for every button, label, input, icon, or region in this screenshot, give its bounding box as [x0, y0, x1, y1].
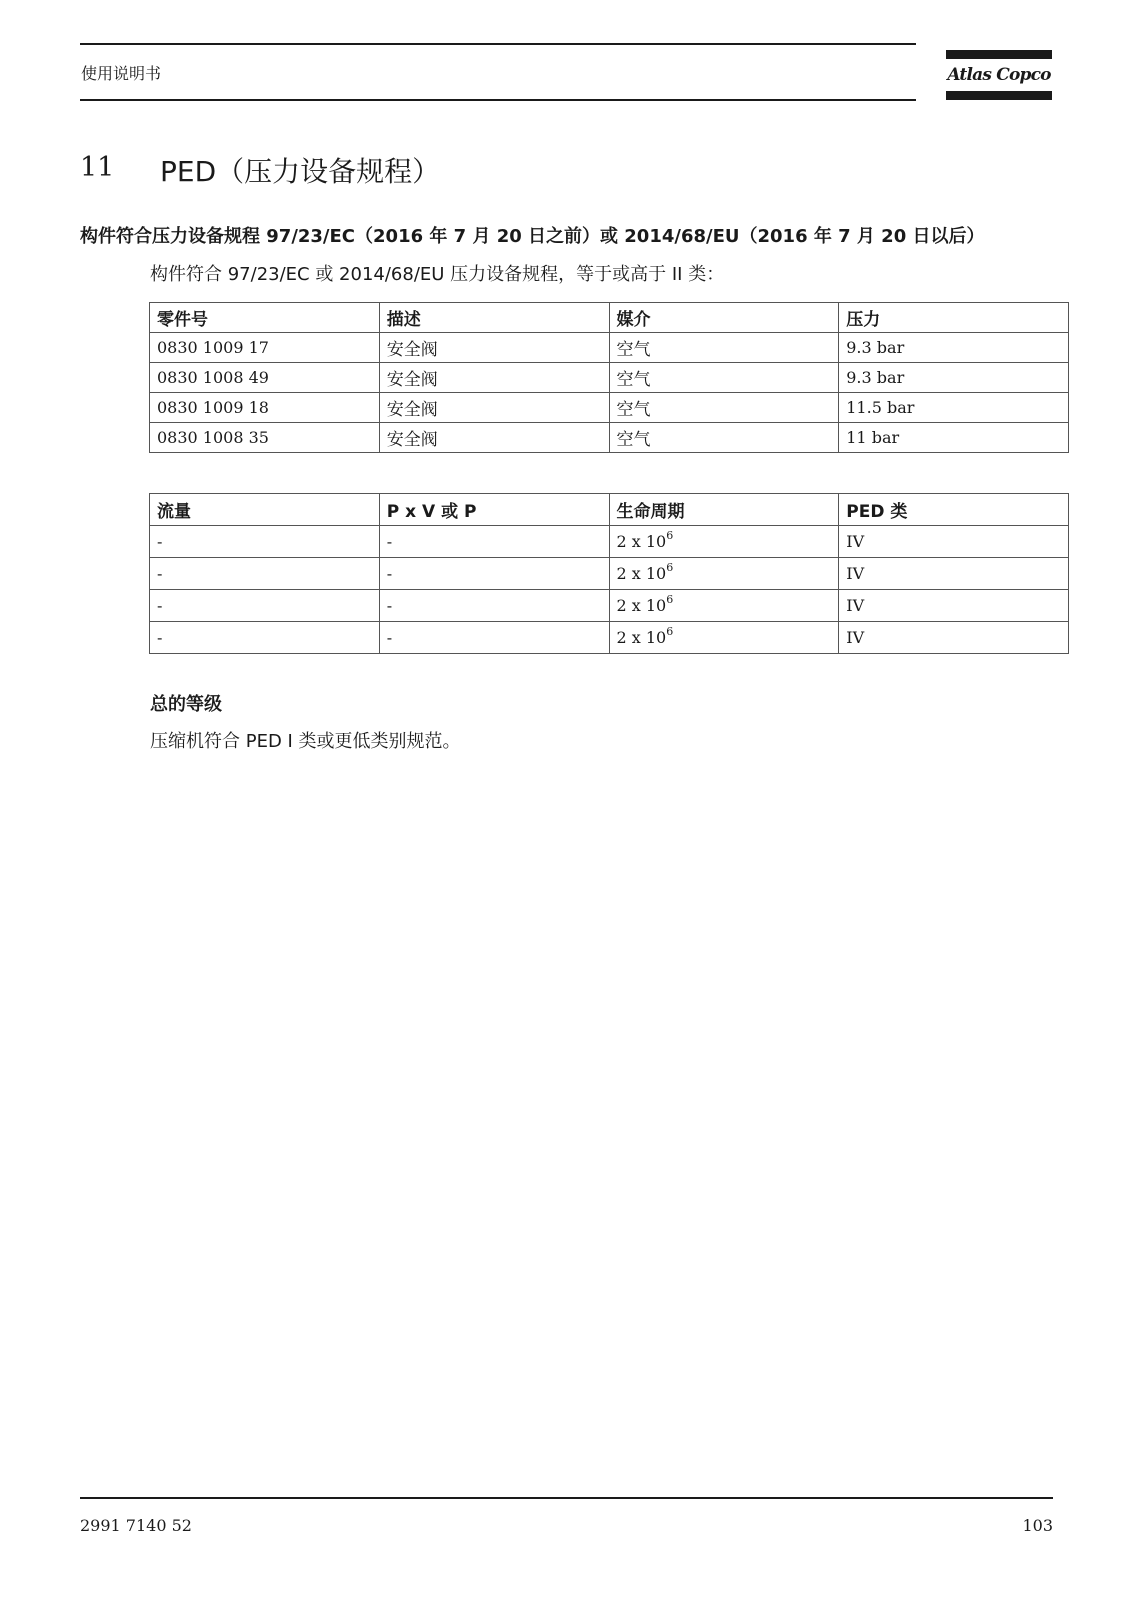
ped-class-cell: IV — [839, 622, 1069, 654]
table-row — [150, 622, 1069, 654]
atlas-copco-logo — [946, 50, 1052, 101]
header-medium: 媒介 — [609, 303, 839, 333]
life-cycle-base: 2 x 10 — [616, 628, 667, 647]
table-row — [150, 526, 1069, 558]
life-cycle-exponent: 6 — [666, 625, 674, 638]
table-row — [150, 590, 1069, 622]
page-number: 103 — [1022, 1516, 1053, 1535]
ped-class-cell: IV — [839, 526, 1069, 558]
header-pxv: P x V 或 P — [379, 494, 609, 526]
pxv-cell: - — [379, 526, 609, 558]
table-row — [150, 423, 1069, 453]
document-number: 2991 7140 52 — [80, 1516, 192, 1535]
header-top-rule — [80, 43, 916, 45]
section-number: 11 — [80, 152, 115, 183]
description-cell: 安全阀 — [379, 423, 609, 453]
header-pressure: 压力 — [839, 303, 1069, 333]
flow-cell: - — [150, 622, 380, 654]
logo-bottom-bar — [946, 91, 1052, 100]
ped-class-table — [149, 493, 1069, 654]
table-row — [150, 333, 1069, 363]
components-table — [149, 302, 1069, 453]
life-cycle-cell — [609, 526, 839, 558]
header-ped-class: PED 类 — [839, 494, 1069, 526]
overall-rating-heading: 总的等级 — [150, 694, 222, 715]
medium-cell: 空气 — [609, 423, 839, 453]
ped-class-cell: IV — [839, 558, 1069, 590]
header-description: 描述 — [379, 303, 609, 333]
compliance-lead: 构件符合压力设备规程 97/23/EC（2016 年 7 月 20 日之前）或 2014/68/EU（2016 年 7 月 20 日以后） — [80, 226, 985, 247]
section-title: PED（压力设备规程） — [160, 155, 441, 188]
life-cycle-exponent: 6 — [666, 561, 674, 574]
medium-cell: 空气 — [609, 363, 839, 393]
life-cycle-cell — [609, 622, 839, 654]
pressure-cell: 11.5 bar — [839, 393, 1069, 423]
table-header-row — [150, 494, 1069, 526]
compliance-subtext: 构件符合 97/23/EC 或 2014/68/EU 压力设备规程，等于或高于 II 类： — [150, 264, 725, 285]
life-cycle-cell — [609, 590, 839, 622]
part-number-cell: 0830 1008 49 — [150, 363, 380, 393]
medium-cell: 空气 — [609, 333, 839, 363]
logo-top-bar — [946, 50, 1052, 59]
description-cell: 安全阀 — [379, 333, 609, 363]
medium-cell: 空气 — [609, 393, 839, 423]
header-part-number: 零件号 — [150, 303, 380, 333]
pressure-cell: 9.3 bar — [839, 333, 1069, 363]
table-header-row — [150, 303, 1069, 333]
life-cycle-base: 2 x 10 — [616, 532, 667, 551]
flow-cell: - — [150, 526, 380, 558]
description-cell: 安全阀 — [379, 363, 609, 393]
overall-rating-text: 压缩机符合 PED I 类或更低类别规范。 — [150, 731, 461, 752]
life-cycle-exponent: 6 — [666, 593, 674, 606]
pxv-cell: - — [379, 558, 609, 590]
header-bottom-rule — [80, 99, 916, 101]
pressure-cell: 11 bar — [839, 423, 1069, 453]
footer-rule — [80, 1497, 1053, 1499]
part-number-cell: 0830 1009 18 — [150, 393, 380, 423]
table-row — [150, 393, 1069, 423]
flow-cell: - — [150, 558, 380, 590]
flow-cell: - — [150, 590, 380, 622]
header-flow: 流量 — [150, 494, 380, 526]
pressure-cell: 9.3 bar — [839, 363, 1069, 393]
ped-class-cell: IV — [839, 590, 1069, 622]
life-cycle-base: 2 x 10 — [616, 564, 667, 583]
part-number-cell: 0830 1009 17 — [150, 333, 380, 363]
table-row — [150, 363, 1069, 393]
logo-wordmark: Atlas Copco — [947, 65, 1051, 85]
life-cycle-base: 2 x 10 — [616, 596, 667, 615]
table-row — [150, 558, 1069, 590]
document-type: 使用说明书 — [81, 64, 162, 83]
life-cycle-cell — [609, 558, 839, 590]
pxv-cell: - — [379, 590, 609, 622]
part-number-cell: 0830 1008 35 — [150, 423, 380, 453]
header-life-cycle: 生命周期 — [609, 494, 839, 526]
description-cell: 安全阀 — [379, 393, 609, 423]
pxv-cell: - — [379, 622, 609, 654]
life-cycle-exponent: 6 — [666, 529, 674, 542]
